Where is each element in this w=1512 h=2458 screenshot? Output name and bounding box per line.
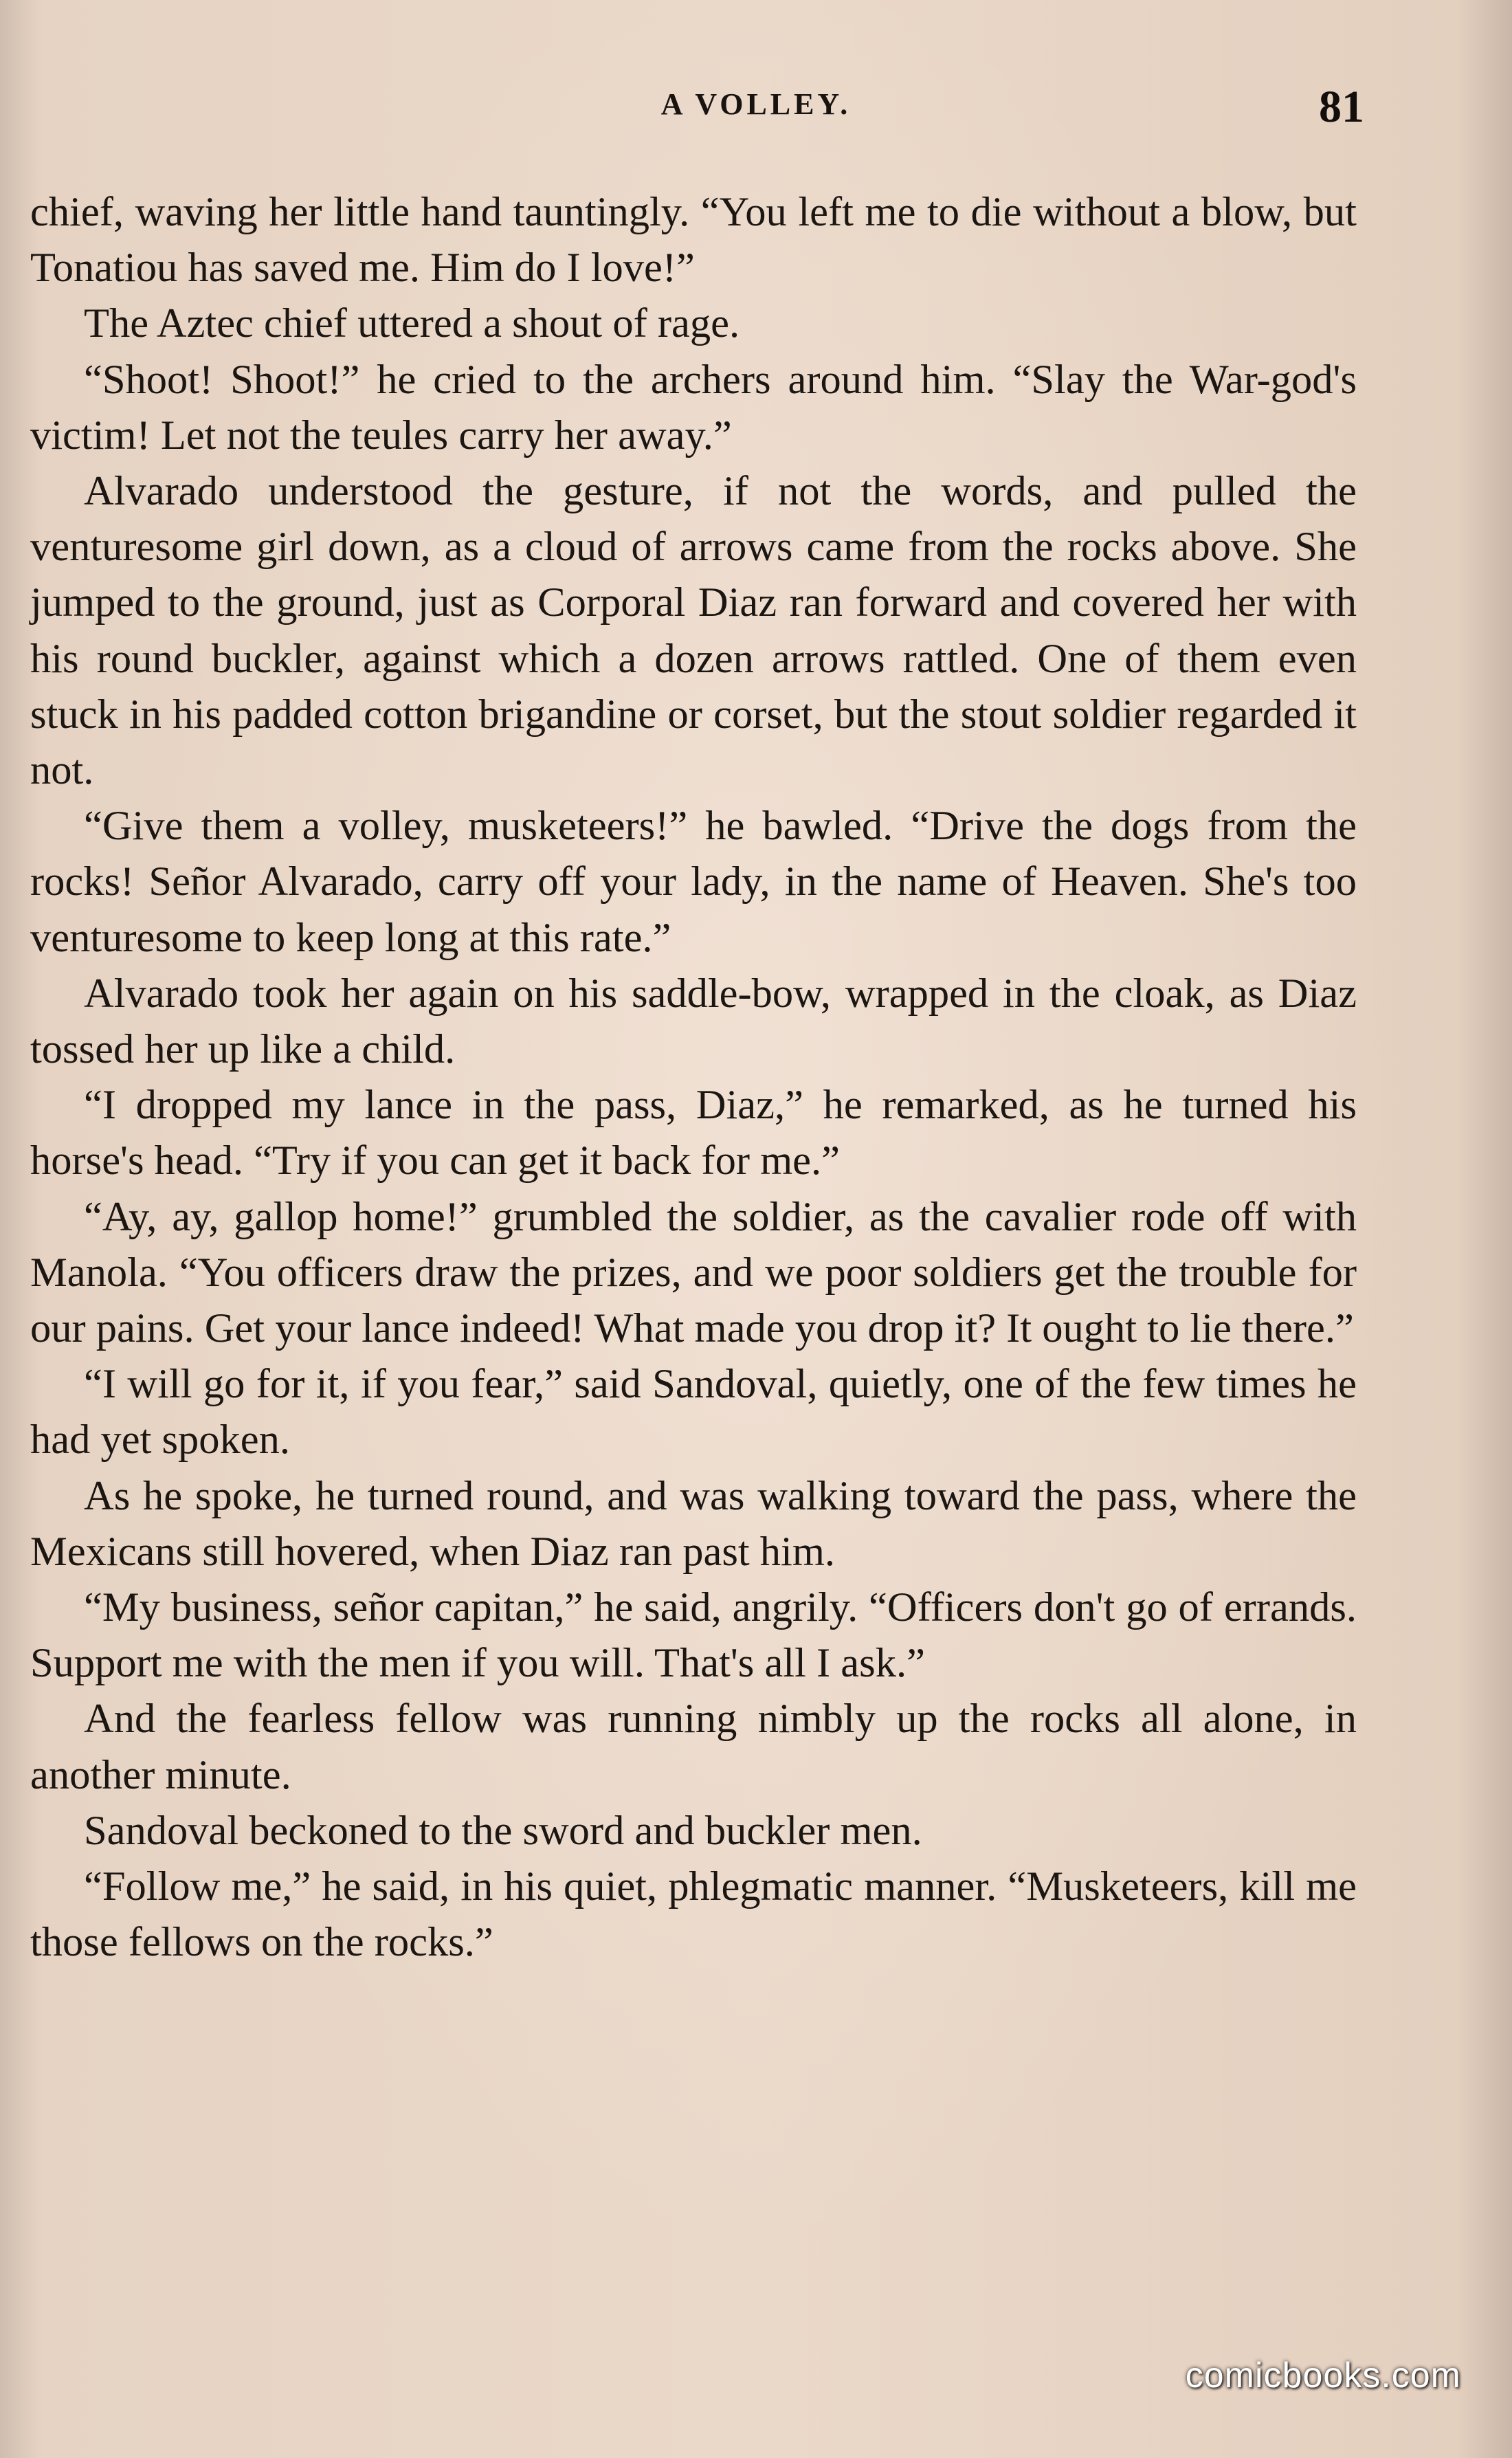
running-header <box>0 81 1512 136</box>
paragraph-9: “I will go for it, if you fear,” said Sandoval, quietly, one of the few times he had yet spoken. <box>30 1361 1357 1463</box>
page-number: 81 <box>1319 82 1364 132</box>
paragraph-3: “Shoot! Shoot!” he cried to the archers around him. “Slay the War-god's victim! Let not the teules carry her away.” <box>30 356 1357 458</box>
body-text <box>30 184 1357 1971</box>
paragraph-5: “Give them a volley, musketeers!” he bawled. “Drive the dogs from the rocks! Señor Alvarado, carry off your lady, in the name of Heaven. She's too venturesome to keep long at this rate.” <box>30 803 1357 961</box>
paragraph-2: The Aztec chief uttered a shout of rage. <box>84 300 740 347</box>
paragraph-10: As he spoke, he turned round, and was walking toward the pass, where the Mexicans still hovered, when Diaz ran past him. <box>30 1472 1357 1575</box>
site-watermark: comicbooks.com <box>1185 2356 1461 2395</box>
paragraph-12: And the fearless fellow was running nimbly up the rocks all alone, in another minute. <box>30 1696 1357 1798</box>
chapter-running-title: A VOLLEY. <box>660 87 852 121</box>
paragraph-6: Alvarado took her again on his saddle-bow, wrapped in the cloak, as Diaz tossed her up like a child. <box>30 970 1357 1073</box>
paragraph-4: Alvarado understood the gesture, if not the words, and pulled the venturesome girl down, as a cloud of arrows came from the rocks above. She jumped to the ground, just as Corporal Diaz ran forward and covered her with his round buckler, against which a dozen arrows rattled. One of them even stuck in his padded cotton brigandine or corset, but the stout soldier regarded it not. <box>30 468 1357 794</box>
paragraph-7: “I dropped my lance in the pass, Diaz,” he remarked, as he turned his horse's head. “Try if you can get it back for me.” <box>30 1082 1357 1184</box>
paragraph-14: “Follow me,” he said, in his quiet, phlegmatic manner. “Musketeers, kill me those fellows on the rocks.” <box>30 1863 1357 1966</box>
paragraph-11: “My business, señor capitan,” he said, angrily. “Officers don't go of errands. Support me with the men if you will. That's all I ask.” <box>30 1584 1357 1687</box>
paragraph-13: Sandoval beckoned to the sword and buckler men. <box>84 1807 922 1854</box>
paragraph-8: “Ay, ay, gallop home!” grumbled the soldier, as the cavalier rode off with Manola. “You officers draw the prizes, and we poor soldiers get the trouble for our pains. Get your lance indeed! What made you drop it? It ought to lie there.” <box>30 1193 1357 1352</box>
paragraph-1: chief, waving her little hand tauntingly. “You left me to die without a blow, but Tonatiou has saved me. Him do I love!” <box>30 189 1357 291</box>
